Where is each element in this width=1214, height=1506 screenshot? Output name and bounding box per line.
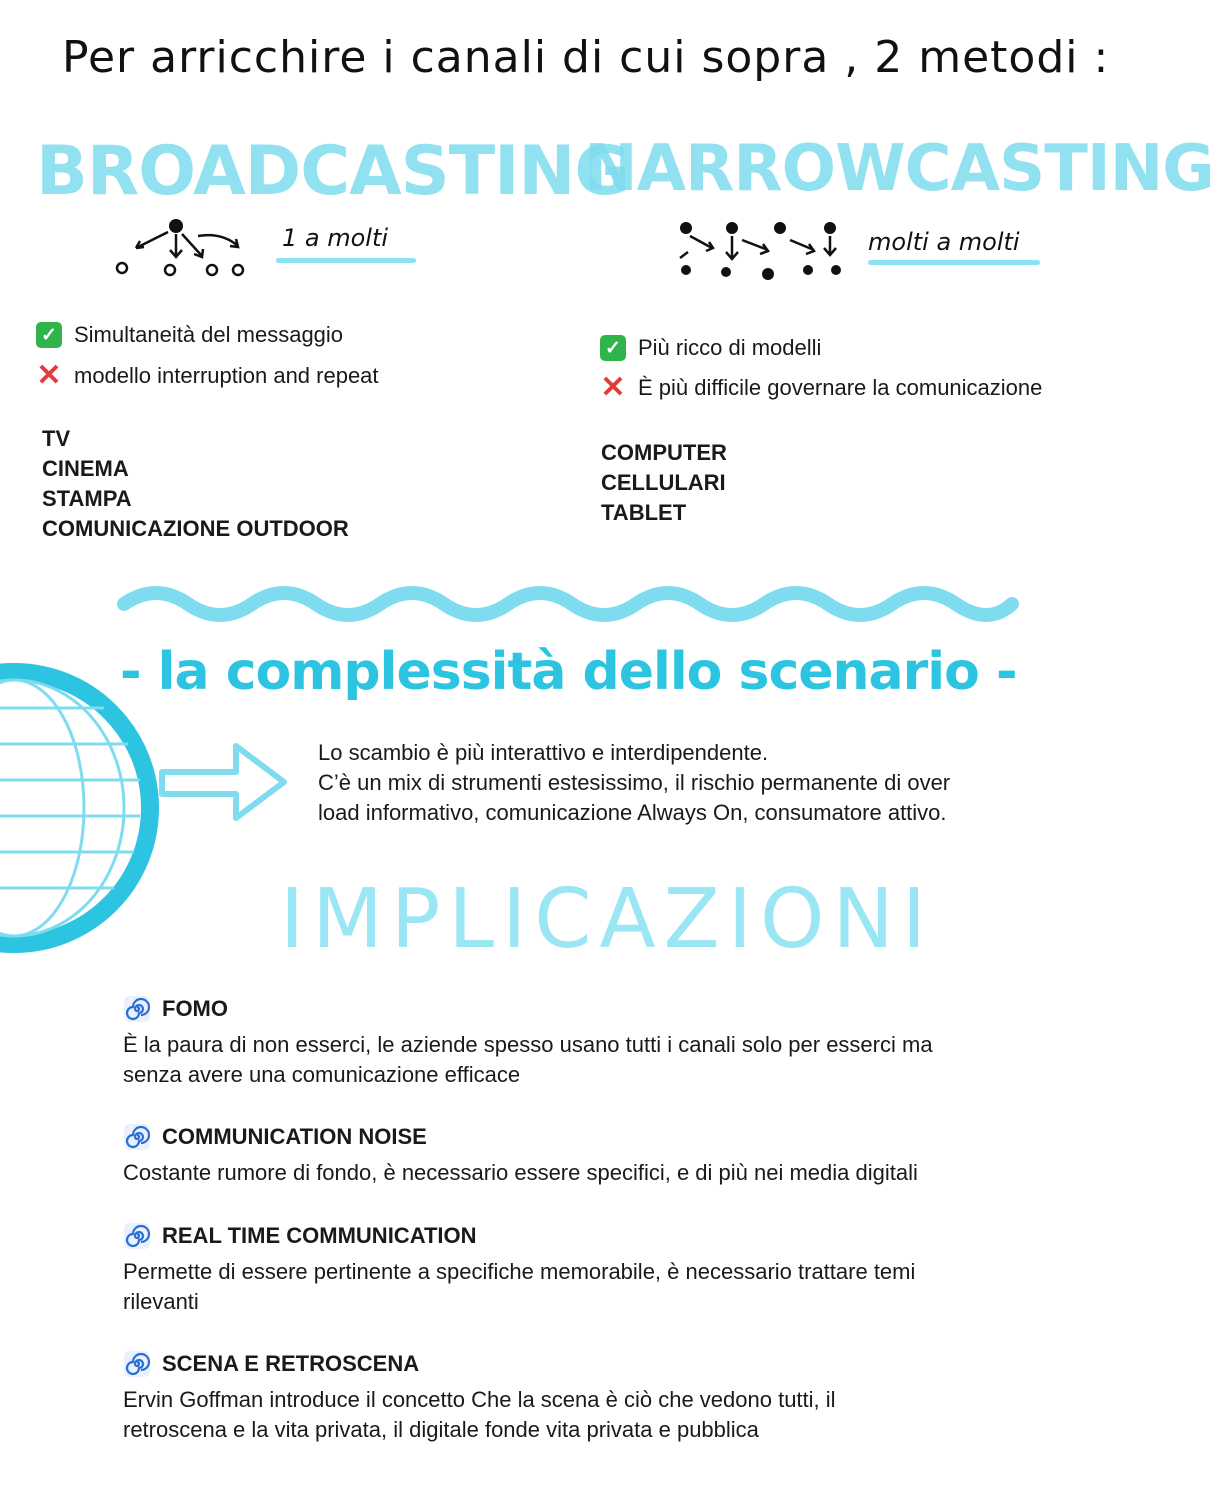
narrowcasting-pro-row — [600, 335, 821, 361]
text-line: Permette di essere pertinente a specifiche memorabile, è necessario trattare temi — [123, 1259, 916, 1284]
check-icon: ✓ — [600, 335, 626, 361]
cross-icon: ✕ — [36, 359, 62, 392]
scenario-line: load informativo, comunicazione Always On, consumatore attivo. — [318, 800, 947, 825]
broadcasting-title: BROADCASTING — [36, 132, 630, 211]
implicazione-heading — [124, 1223, 477, 1249]
implicazione-title: FOMO — [162, 996, 228, 1021]
implicazione-text — [123, 1030, 1043, 1090]
implicazione-heading — [124, 996, 228, 1022]
text-line: rilevanti — [123, 1289, 199, 1314]
broadcasting-pro-row — [36, 322, 343, 348]
wave-divider — [118, 582, 1018, 638]
implicazione-heading — [124, 1124, 427, 1150]
example-item: STAMPA — [42, 486, 132, 511]
spiral-icon — [124, 1223, 150, 1249]
broadcasting-subtitle: 1 a molti — [282, 224, 389, 252]
narrowcast-diagram-icon — [672, 218, 848, 282]
check-icon: ✓ — [36, 322, 62, 348]
spiral-icon — [124, 1351, 150, 1377]
text-line: retroscena e la vita privata, il digitale fonde vita privata e pubblica — [123, 1417, 759, 1442]
text-line: Ervin Goffman introduce il concetto Che la scena è ciò che vedono tutti, il — [123, 1387, 836, 1412]
narrowcasting-pro-text: Più ricco di modelli — [638, 335, 822, 360]
implicazioni-title: IMPLICAZIONI — [280, 872, 935, 967]
narrowcasting-subtitle: molti a molti — [868, 228, 1020, 256]
cross-icon: ✕ — [600, 371, 626, 404]
example-item: COMUNICAZIONE OUTDOOR — [42, 516, 349, 541]
scenario-line: C’è un mix di strumenti estesissimo, il rischio permanente di over — [318, 770, 951, 795]
narrowcasting-con-text: È più difficile governare la comunicazione — [638, 375, 1043, 400]
subtitle-underline — [276, 258, 416, 263]
scenario-title: - la complessità dello scenario - — [120, 642, 1017, 702]
example-item: COMPUTER — [601, 440, 727, 465]
implicazione-title: SCENA E RETROSCENA — [162, 1351, 420, 1376]
implicazione-title: COMMUNICATION NOISE — [162, 1124, 427, 1149]
arrow-right-icon — [156, 738, 292, 824]
narrowcasting-examples — [601, 438, 727, 528]
implicazione-heading — [124, 1351, 419, 1377]
example-item: CELLULARI — [601, 470, 726, 495]
spiral-icon — [124, 996, 150, 1022]
implicazione-text — [123, 1257, 1043, 1317]
broadcasting-con-text: modello interruption and repeat — [74, 363, 379, 388]
broadcasting-pro-text: Simultaneità del messaggio — [74, 322, 344, 347]
page-title: Per arricchire i canali di cui sopra , 2 metodi : — [62, 32, 1110, 83]
globe-icon — [0, 668, 180, 948]
scenario-text — [318, 738, 950, 828]
subtitle-underline — [868, 260, 1040, 265]
implicazione-text — [123, 1385, 1043, 1445]
example-item: CINEMA — [42, 456, 129, 481]
text-line: senza avere una comunicazione efficace — [123, 1062, 521, 1087]
example-item: TV — [42, 426, 71, 451]
narrowcasting-con-row — [600, 371, 1043, 404]
example-item: TABLET — [601, 500, 687, 525]
text-line: Costante rumore di fondo, è necessario essere specifici, e di più nei media digitali — [123, 1160, 918, 1185]
broadcast-diagram-icon — [110, 212, 250, 278]
narrowcasting-title: NARROWCASTING — [584, 132, 1214, 206]
implicazione-text — [123, 1158, 1043, 1188]
implicazione-title: REAL TIME COMMUNICATION — [162, 1223, 477, 1248]
broadcasting-examples — [42, 424, 349, 544]
text-line: È la paura di non esserci, le aziende spesso usano tutti i canali solo per esserci ma — [123, 1032, 933, 1057]
spiral-icon — [124, 1124, 150, 1150]
scenario-line: Lo scambio è più interattivo e interdipendente. — [318, 740, 769, 765]
broadcasting-con-row — [36, 359, 379, 392]
